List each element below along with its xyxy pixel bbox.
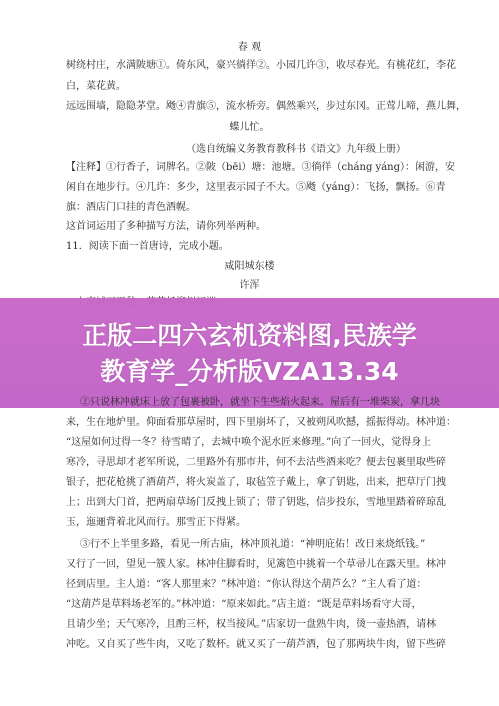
- poem-line: 远远围墙，隐隐茅堂。飏④青旗⑤，流水桥旁。偶然乘兴，步过东冈。正莺儿啼，燕儿舞，: [66, 101, 466, 112]
- passage-line: 玉，迤逦背着北风而行。那雪正下得紧。: [66, 517, 246, 528]
- notes-line: 【注释】①行香子，词牌名。②陂（bēi）塘：池塘。③徜徉（cháng yáng）：闲游，安: [66, 162, 455, 173]
- banner-line-1: 正版二四六玄机资料图,民族学: [82, 321, 417, 350]
- poem-line: 白，菜花黄。: [66, 81, 126, 92]
- passage-line: ②只说林冲就床上放了包裹被卧，就坐下生些焰火起来。屋后有一堆柴炭，拿几块: [80, 397, 440, 408]
- banner-line-2: 教育学_分析版VZA13.34: [100, 357, 399, 386]
- question-text: 这首词运用了多种描写方法，请你列举两种。: [66, 221, 266, 232]
- poem-source: （选自统编义务教育教科书《语文》九年级上册）: [186, 144, 406, 155]
- poem-line: 蝶儿忙。: [229, 122, 270, 133]
- passage-line: 又行了一回，望见一簇人家。林冲住脚看时，见篱笆中挑着一个草帚儿在露天里。林冲: [66, 559, 446, 570]
- passage-line: 银子，把花枪挑了酒葫芦，将火炭盖了，取毡笠子戴上，拿了钥匙，出来，把草厅门拽: [66, 477, 446, 488]
- passage-line: 来，生在地炉里。仰面看那草屋时，四下里崩坏了，又被朔风吹撼，摇振得动。林冲道：: [66, 417, 456, 428]
- passage-line: 径到店里。主人道：“客人那里来？”林冲道：“你认得这个葫芦么？”主人看了道：: [66, 579, 427, 590]
- notes-line: 闲自在地步行。④几许：多少，这里表示园子不大。⑤飏（yáng）：飞扬，飘扬。⑥青: [66, 182, 446, 193]
- passage-line: ③行不上半里多路，看见一所古庙，林冲顶礼道：“神明庇佑！改日来烧纸钱。”: [80, 539, 426, 550]
- notes-line: 旗：酒店门口挂的青色酒幌。: [66, 202, 196, 213]
- poem2-author: 许浑: [239, 280, 260, 291]
- poem-title: 春 观: [237, 42, 262, 53]
- passage-line: 且请少坐；天气寒冷，且酌三杯，权当接风。”店家切一盘熟牛肉，烫一壶热酒，请林: [66, 619, 437, 630]
- passage-line: “这葫芦是草料场老军的。”林冲道：“原来如此。”店主道：“既是草料场看守大哥，: [66, 599, 422, 610]
- poem-line: 树绕村庄，水满陂塘①。倚东风，豪兴徜徉②。小园几许③，收尽春光。有桃花红，李花: [66, 60, 456, 71]
- passage-line: 上；出到大门首，把两扇草场门反拽上锁了；带了钥匙，信步投东，雪地里踏着碎琼乱: [66, 497, 446, 508]
- passage-line: 寒冷，寻思却才老军所说，二里路外有那市井，何不去沽些酒来吃？便去包裹里取些碎: [66, 457, 446, 468]
- passage-line: “这屋如何过得一冬？待雪晴了，去城中唤个泥水匠来修理。”向了一回火，觉得身上: [66, 437, 432, 448]
- passage-line: 冲吃。又自买了些牛肉，又吃了数杯。就又买了一葫芦酒，包了那两块牛肉，留下些碎: [66, 639, 446, 650]
- promo-banner: [0, 298, 499, 408]
- question-11: 11．阅读下面一首唐诗，完成小题。: [66, 241, 229, 252]
- poem2-title: 咸阳城东楼: [224, 261, 275, 272]
